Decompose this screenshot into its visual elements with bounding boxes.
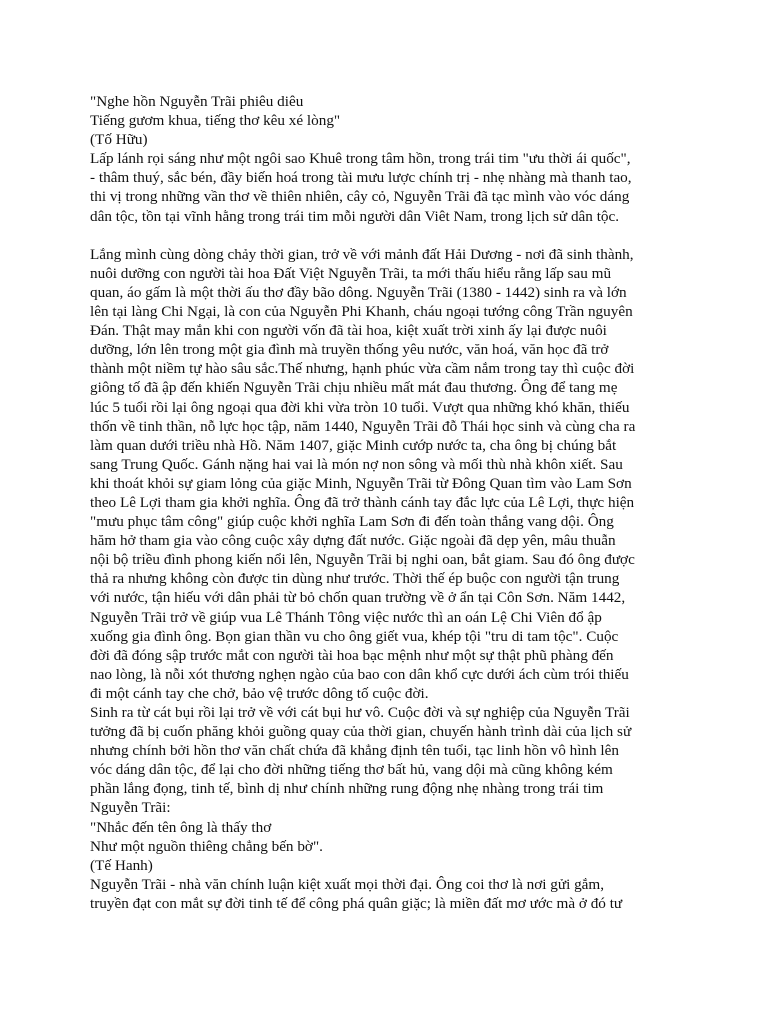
text-line: "mưu phục tâm công" giúp cuộc khởi nghĩa Lam Sơn đi đến toàn thắng vang dội. Ông: [90, 513, 614, 531]
text-line: lúc 5 tuổi rồi lại ông ngoại qua đời khi vừa tròn 10 tuổi. Vượt qua những khó khăn, thiếu: [90, 398, 630, 416]
text-line: quan, áo gấm là một thời ấu thơ đầy bão dông. Nguyễn Trãi (1380 - 1442) sinh ra và lớn: [90, 283, 627, 301]
text-line: khi thoát khỏi sự giam lỏng của giặc Minh, Nguyễn Trãi từ Đông Quan tìm vào Lam Sơn: [90, 474, 632, 492]
text-line: đi một cánh tay che chở, bảo vệ trước dông tố cuộc đời.: [90, 684, 429, 702]
text-line: với nước, tận hiếu với dân phải từ bỏ chốn quan trường về ở ẩn tại Côn Sơn. Năm 1442,: [90, 589, 626, 607]
text-line: dưỡng, lớn lên trong một gia đình mà truyền thống yêu nước, văn hoá, văn học đã trở: [90, 341, 609, 359]
text-line: "Nghe hồn Nguyễn Trãi phiêu diêu: [90, 93, 304, 110]
text-line: giông tố đã ập đến khiến Nguyễn Trãi chịu nhiều mất mát đau thương. Ông để tang mẹ: [90, 379, 618, 397]
text-line: Lấp lánh rọi sáng như một ngôi sao Khuê trong tâm hồn, trong trái tim "ưu thời ái quốc",: [90, 150, 631, 168]
text-line: thi vị trong những vần thơ về thiên nhiên, cây cỏ, Nguyễn Trãi đã tạc mình vào vóc dáng: [90, 188, 630, 206]
text-line: Nguyễn Trãi trở về giúp vua Lê Thánh Tông việc nước thì an oán Lệ Chi Viên đổ ập: [90, 608, 602, 626]
text-line: "Nhắc đến tên ông là thấy thơ: [90, 818, 272, 836]
text-line: thốn về tinh thần, nỗ lực học tập, năm 1440, Nguyễn Trãi đỗ Thái học sinh và cùng cha ra: [90, 417, 636, 435]
text-line: Sinh ra từ cát bụi rồi lại trở về với cát bụi hư vô. Cuộc đời và sự nghiệp của Nguyễn Trãi: [90, 704, 630, 721]
text-line: dân tộc, tồn tại vĩnh hằng trong trái tim mỗi người dân Viêt Nam, trong lịch sử dân tộc.: [90, 207, 620, 225]
text-line: Tiếng gươm khua, tiếng thơ kêu xé lòng": [90, 112, 341, 130]
text-line: nuôi dưỡng con người tài hoa Đất Việt Nguyễn Trãi, ta mới thấu hiểu rằng lấp sau mũ: [90, 264, 612, 282]
text-line: lên tại làng Chi Ngại, là con của Nguyễn Phi Khanh, cháu ngoại tướng công Trần nguyên: [90, 303, 633, 321]
text-line: (Tế Hanh): [90, 856, 153, 874]
text-line: xuống gia đình ông. Bọn gian thần vu cho ông giết vua, khép tội "tru di tam tộc". Cuộc: [90, 627, 619, 645]
text-line: (Tố Hữu): [90, 131, 148, 149]
text-line: theo Lê Lợi tham gia khởi nghĩa. Ông đã trở thành cánh tay đắc lực của Lê Lợi, thực hiện: [90, 493, 635, 511]
text-line: - thâm thuý, sắc bén, đầy biến hoá trong tài mưu lược chính trị - nhẹ nhàng mà thanh tao,: [90, 169, 632, 187]
text-line: vóc dáng dân tộc, để lại cho đời những tiếng thơ bất hủ, vang dội mà cũng không kém: [90, 761, 613, 779]
text-line: làm quan dưới triều nhà Hồ. Năm 1407, giặc Minh cướp nước ta, cha ông bị chúng bắt: [90, 436, 617, 454]
text-line: nao lòng, là nỗi xót thương nghẹn ngào của bao con dân khổ cực dưới ách cùm trói thiếu: [90, 665, 629, 683]
text-line: Như một nguồn thiêng chẳng bến bờ".: [90, 837, 323, 855]
text-line: Nguyễn Trãi - nhà văn chính luận kiệt xuất mọi thời đại. Ông coi thơ là nơi gửi gắm,: [90, 875, 605, 893]
text-line: truyền đạt con mắt sự đời tinh tế để công phá quân giặc; là miền đất mơ ước mà ở đó tư: [90, 894, 623, 912]
text-line: Lắng mình cùng dòng chảy thời gian, trở về với mảnh đất Hải Dương - nơi đã sinh thành,: [90, 245, 634, 263]
text-line: thả ra nhưng không còn được tin dùng như trước. Thời thế ép buộc con người tận trung: [90, 570, 620, 588]
document-body: [90, 92, 728, 913]
text-line: nội bộ triều đình phong kiến nổi lên, Nguyễn Trãi bị nghi oan, bắt giam. Sau đó ông được: [90, 551, 635, 569]
text-line: Nguyễn Trãi:: [90, 799, 171, 817]
text-line: thành một niềm tự hào sâu sắc.Thế nhưng, hạnh phúc vừa cầm nắm trong tay thì cuộc đời: [90, 360, 635, 378]
text-line: hăm hở tham gia vào công cuộc xây dựng đất nước. Giặc ngoài đã dẹp yên, mâu thuẫn: [90, 532, 616, 550]
text-line: phần lắng đọng, tinh tế, bình dị như chính những rung động nhẹ nhàng trong trái tim: [90, 780, 604, 798]
text-line: sang Trung Quốc. Gánh nặng hai vai là món nợ non sông và mối thù nhà khôn xiết. Sau: [90, 455, 623, 473]
text-line: đời đã đóng sập trước mắt con người tài hoa bạc mệnh như một sự thật phũ phàng đến: [90, 646, 614, 664]
paragraph-break: [90, 226, 728, 245]
text-line: nhưng chính bởi hồn thơ văn chất chứa đã khẳng định tên tuổi, tạc linh hồn vô hình lên: [90, 742, 619, 760]
text-line: tưởng đã bị cuốn phăng khỏi guồng quay của thời gian, chuyến hành trình dài của lịch sử: [90, 723, 632, 741]
text-line: Đán. Thật may mắn khi con người vốn đã tài hoa, kiệt xuất trời xinh ấy lại được nuôi: [90, 322, 607, 340]
